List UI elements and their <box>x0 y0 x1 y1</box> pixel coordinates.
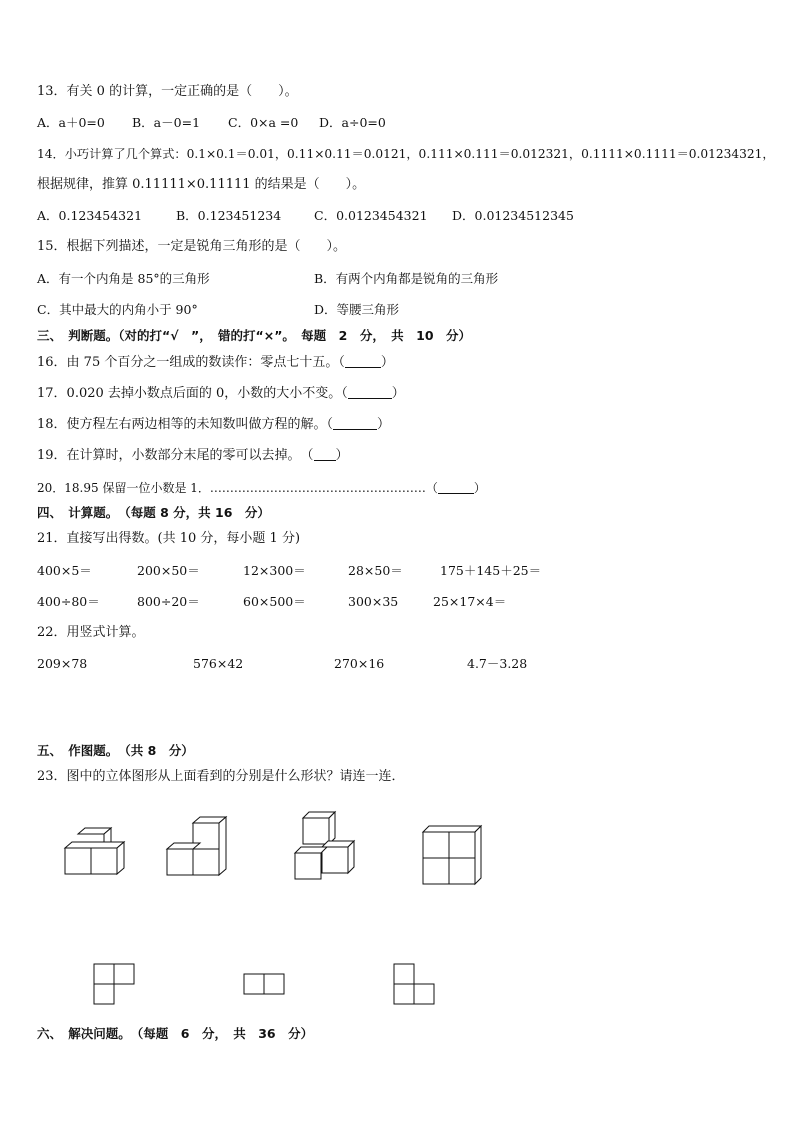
q15-option-a: A．有一个内角是 85°的三角形 <box>37 271 210 286</box>
q21-stem: 21．直接写出得数。(共 10 分，每小题 1 分) <box>37 531 301 546</box>
q18-text: 18．使方程左右两边相等的未知数叫做方程的解。（ <box>37 417 334 432</box>
q17-text: 17．0.020 去掉小数点后面的 0，小数的大小不变。（ <box>37 386 348 401</box>
q22-item: 576×42 <box>193 656 244 671</box>
q17-close: ） <box>391 386 405 401</box>
q20-answer-blank[interactable] <box>438 481 474 494</box>
q21-item: 400×5＝ <box>37 563 92 578</box>
q21-item: 800÷20＝ <box>137 594 200 609</box>
q15-option-d: D．等腰三角形 <box>314 302 400 317</box>
q13-stem: 13．有关 0 的计算，一定正确的是（ ）。 <box>37 84 298 99</box>
q14-option-a: A．0.123454321 <box>37 208 143 223</box>
q14-stem-line1: 14．小巧计算了几个算式：0.1×0.1＝0.01，0.11×0.11＝0.0121，0.111×0.111＝0.012321，0.1111×0.1111＝0.01234321， <box>37 147 775 161</box>
q22-item: 270×16 <box>334 656 385 671</box>
solid-figure-1 <box>60 828 130 880</box>
solid-figure-2 <box>162 816 232 880</box>
q21-item: 300×35 <box>348 594 399 609</box>
section4-title: 四、 计算题。 （每题 8 分，共 16 分） <box>37 505 270 520</box>
q19-text: 19．在计算时，小数部分末尾的零可以去掉。 （ <box>37 448 314 463</box>
q13-option-b: B．a－0=1 <box>132 115 201 130</box>
q22-item: 209×78 <box>37 656 88 671</box>
q17-answer-blank[interactable] <box>348 386 392 399</box>
q18-close: ） <box>377 417 391 432</box>
top-view-2 <box>242 972 288 998</box>
q15-option-c: C．其中最大的内角小于 90° <box>37 302 198 317</box>
q22-item: 4.7－3.28 <box>467 656 528 671</box>
q21-item: 200×50＝ <box>137 563 200 578</box>
q18 <box>37 417 390 433</box>
q19-close: ） <box>335 448 349 463</box>
q19-answer-blank[interactable] <box>314 448 336 461</box>
q13-option-d: D．a÷0=0 <box>319 115 386 130</box>
q16-close: ） <box>380 355 394 370</box>
q16-answer-blank[interactable] <box>345 355 381 368</box>
section6-title: 六、 解决问题。 （每题 6 分， 共 36 分） <box>37 1026 314 1041</box>
q21-item: 175＋145＋25＝ <box>440 563 542 578</box>
q21-item: 60×500＝ <box>243 594 306 609</box>
solid-figure-3 <box>290 811 362 883</box>
q14-stem-line2: 根据规律，推算 0.11111×0.11111 的结果是（ ）。 <box>37 177 366 192</box>
solid-figure-4 <box>418 822 488 888</box>
top-view-1 <box>92 962 138 1008</box>
q17 <box>37 386 405 402</box>
q16 <box>37 355 394 371</box>
q20-close: ） <box>473 481 486 495</box>
q15-option-b: B．有两个内角都是锐角的三角形 <box>314 271 499 286</box>
q15-stem: 15．根据下列描述，一定是锐角三角形的是（ ）。 <box>37 239 347 254</box>
q20-text: 20．18.95 保留一位小数是 1．………………………………………………（ <box>37 481 438 495</box>
q20 <box>37 480 486 496</box>
q14-option-d: D．0.01234512345 <box>452 208 574 223</box>
q16-text: 16．由 75 个百分之一组成的数读作：零点七十五。（ <box>37 355 345 370</box>
section5-title: 五、 作图题。 （共 8 分） <box>37 743 194 758</box>
top-view-3 <box>392 962 438 1008</box>
q14-option-c: C．0.0123454321 <box>314 208 428 223</box>
q13-option-c: C．0×a =0 <box>228 115 299 130</box>
q21-item: 12×300＝ <box>243 563 306 578</box>
section3-title: 三、 判断题。（对的打“√ ”， 错的打“×”。 每题 2 分， 共 10 分） <box>37 328 472 343</box>
q18-answer-blank[interactable] <box>333 417 377 430</box>
q21-item: 28×50＝ <box>348 563 403 578</box>
q22-stem: 22．用竖式计算。 <box>37 625 145 640</box>
q13-option-a: A．a＋0=0 <box>37 115 105 130</box>
q21-item: 25×17×4＝ <box>433 594 507 609</box>
q19 <box>37 448 349 464</box>
q23-stem: 23．图中的立体图形从上面看到的分别是什么形状？请连一连． <box>37 769 405 784</box>
q21-item: 400÷80＝ <box>37 594 100 609</box>
q14-option-b: B．0.123451234 <box>176 208 282 223</box>
